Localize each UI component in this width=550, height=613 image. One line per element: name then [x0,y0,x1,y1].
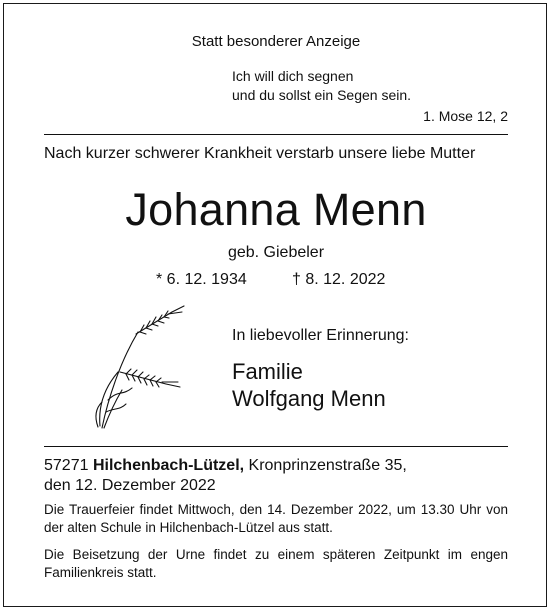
birth-name: geb. Giebeler [227,244,325,261]
family-line-2: Wolfgang Menn [232,386,386,411]
memory-text: In liebevoller Erinnerung: [232,327,409,344]
death-date: † 8. 12. 2022 [292,271,386,288]
postal-code: 57271 [44,457,89,474]
address-date: den 12. Dezember 2022 [44,477,216,494]
address-block [44,456,407,496]
verse-reference: 1. Mose 12, 2 [423,108,508,124]
header-text: Statt besonderer Anzeige [191,33,361,50]
birth-date: * 6. 12. 1934 [156,271,247,288]
divider-top [44,134,508,135]
obituary-card [3,3,547,607]
deceased-name: Johanna Menn [125,184,427,235]
intro-text: Nach kurzer schwerer Krankheit verstarb unsere liebe Mutter [44,145,476,162]
divider-bottom [44,446,508,447]
bible-verse [232,67,411,105]
urn-notice: Die Beisetzung der Urne findet zu einem späteren Zeitpunkt im engen Familienkreis statt. [44,547,508,580]
town: Hilchenbach-Lützel, [92,457,245,474]
address-line [44,456,407,476]
verse-line-1: Ich will dich segnen [232,68,354,84]
wheat-icon [88,304,188,429]
funeral-notice: Die Trauerfeier findet Mittwoch, den 14. Dezember 2022, um 13.30 Uhr von der alten Schule in Hilchenbach-Lützel aus statt. [44,502,508,535]
family-signature [232,358,386,412]
street: Kronprinzenstraße 35, [248,457,407,474]
verse-line-2: und du sollst ein Segen sein. [232,87,412,103]
family-line-1: Familie [232,359,303,384]
